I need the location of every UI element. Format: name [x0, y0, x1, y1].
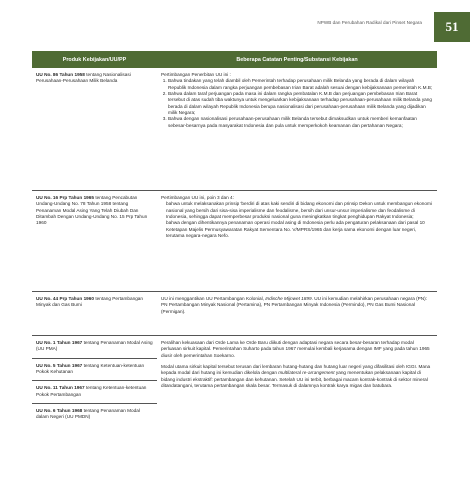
law-entry [36, 340, 153, 355]
law-title: UU No. 6 Tahun 1968 [36, 408, 83, 414]
law-title: UU No. 44 Prp Tahun 1960 [36, 296, 95, 301]
law-description: tentang Pertambangan Minyak dan Gas Bumi [36, 296, 144, 308]
law-cell [32, 68, 157, 190]
law-entry [36, 385, 153, 400]
policy-table [32, 51, 437, 436]
divider [32, 403, 157, 404]
notes-cell [157, 68, 437, 190]
notes-cell [157, 292, 437, 335]
law-description: tentang Penanaman Modal Asing (UU PMA) [36, 340, 153, 352]
law-entry [36, 408, 153, 423]
notes-cell [157, 191, 437, 291]
law-title: UU No. 1 Tahun 1967 [36, 340, 83, 345]
list-item: 2. Bahwa dalam taraf perjuangan pada masa ini dalam rangka pembatalan K.M.B dan perjuangan pembebasan Irian Barat tersebut di atas sudah tiba waktunya untuk mengeluarkan kebijaksanaan terhadap perusahaan-perusahaan milik Belanda yang berada di dalam wilayah Republik Indonesia berupa nasionalisasi dari perusahaan-perusahaan milik Belanda yang dijadikan milik Negara; [168, 91, 433, 116]
law-cell [32, 191, 157, 291]
table-row [32, 191, 437, 292]
table-row [32, 68, 437, 191]
law-description: tentang Pencabutan Undang-Undang No. 78 Tahun 1958 tentang Penanaman Modal Asing Yang Telah Diubah Dan Ditambah Dengan Undang-Undang No. 15 Prp Tahun 1960 [36, 195, 148, 226]
notes-paragraph: Peralihan kekuasaan dari Orde Lama ke Orde Baru diikuti dengan adaptasi negara secara besar-besaran terhadap modal perluasan sirkuit kapital. Pemerintahan Suharto pada tahun 1967 memulai kembali kerjasama dengan IMF yang pada tahun 1965 diusir oleh pemerintahan Soekarno. [161, 340, 430, 358]
law-title: UU No. 86 Tahun 1958 [36, 72, 85, 77]
law-entry [36, 72, 153, 87]
column-header-product: Produk Kebijakan/UU/PP [62, 56, 127, 63]
list-item: 3. Bahwa dengan nasionalisasi perusahaan-perusahaan milik Belanda tersebut dimaksudkan untuk memberi kemanfaatan sebesar-besarnya pada masyarakat Indonesia dan pula untuk memperkokoh keamanan dan pertahanan Negara; [168, 116, 433, 129]
law-title: UU No. 11 Tahun 1967 [36, 385, 85, 391]
law-description: tentang Penanaman Modal dalam Negeri (UU PMDN) [36, 408, 140, 420]
notes-list [161, 78, 433, 129]
law-cell [32, 336, 157, 436]
notes-paragraph: bahwa dengan dihentikannya penanaman operasi modal asing di Indonesia perlu ada pengaturan pelaksanaan dari pasal 10 Ketetapan Majelis Permusyawaratan Rakyat Sementara No. V/MPRS/1965 dan kerja sama ekonomi dengan luar negeri, terutama negara-negara Nefo. [166, 220, 425, 239]
law-description: tentang Nasionalisasi Perusahaan-Perusahaan Milik Belanda [36, 72, 131, 84]
law-description: tentang Ketentuan-ketentuan Pokok Pertambangan [36, 385, 147, 397]
law-description: tentang Ketentuan-ketentuan Pokok Kehutanan [36, 362, 145, 375]
table-row [32, 336, 437, 436]
law-entry [36, 195, 153, 229]
law-title: UU No. 5 Tahun 1967 [36, 362, 83, 368]
notes-intro: Pertimbangan UU ini, poin 3 dan 4: [161, 195, 234, 200]
list-item: 1. Bahwa tindakan yang telah diambil oleh Pemerintah terhadap perusahaan milik Belanda yang berada di dalam wilayah Republik Indonesia dalam rangka perjuangan pembebasan Irian Barat adalah sesuai dengan kebijaksanaan pemerintah K.M.B; [168, 78, 433, 91]
law-entry [36, 363, 153, 378]
law-title: UU No. 16 Prp Tahun 1965 [36, 195, 95, 200]
notes-paragraph: bahwa untuk melaksanakan prinsip 'berdiri di atas kaki sendiri di bidang ekonomi dan prinsip Dekon untuk membangun ekonomi nasional yang bersih dari sisa-sisa imperialisme dan feodalisme, bersih dari unsur-unsur imperialisme dan feodalisme di Indonesia, sehingga dapat memperbesar produksi nasional guna meningkatkan tingkat penghidupan Rakyat Indonesia; [166, 201, 432, 220]
notes-cell [157, 336, 437, 436]
law-entry [36, 296, 153, 311]
column-header-notes: Beberapa Catatan Penting/Substansi Kebijakan [236, 56, 358, 63]
notes-intro: Pertimbangan Penerbitan UU ini : [161, 72, 231, 77]
notes-paragraph: UU ini menggantikan UU Pertambangan Kolonial, Indische Mijnwet 1899. UU ini kemudian melahirkan perusahaan negara (PN): PN Pertambangan Minyak Nasional (Pertamina), PN Pertambangan Minyak Indonesia (Permindo), PN Gas Bumi Nasional (Permigan). [161, 296, 428, 314]
page-number: 51 [434, 12, 470, 42]
table-header [32, 51, 437, 68]
running-title: NPWB dan Perubahan Radikal dari Pinset Negara [317, 20, 422, 25]
divider [32, 358, 157, 359]
table-row [32, 292, 437, 336]
notes-paragraph: Modal utama sirkuit kapital tersebut terusan dari lembaran hutang-hutang dan hutang luar negeri yang difasilitasi oleh IGGI. Mana kepada modal dari hutang ini kemudian dikelola dengan multilateral re-arrangement yang menentukan pelaksanaan kapital di bidang industri ekstraktif: pertambangan dan kehutanan. Setelah UU ini terbit, berbagai macam kontrak-kontrak di sektor mineral ditandatangani, terutama pertambangan skala besar. Termasuk di dalamnya kontrak karya migas dan batubara. [161, 364, 431, 389]
law-cell [32, 292, 157, 335]
divider [32, 380, 157, 381]
